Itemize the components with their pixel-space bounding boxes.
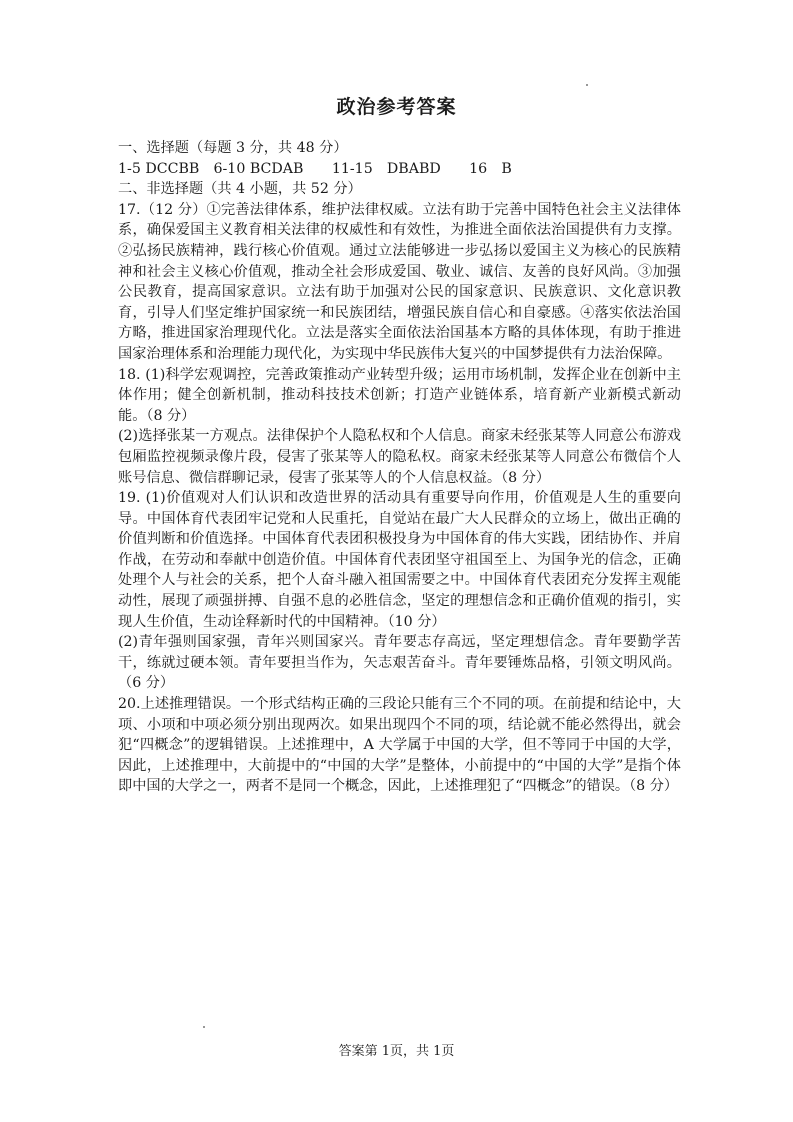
scan-speck bbox=[586, 84, 588, 86]
answer-19-1: 19. (1)价值观对人们认识和改造世界的活动具有重要导向作用，价值观是人生的重要向导。中国体育代表团牢记党和人民重托，自觉站在最广大人民群众的立场上，做出正确的价值判断和价值选择。中国体育代表团积极投身为中国体育的伟大实践，团结协作、并肩作战，在劳动和奉献中创造价值。中国体育代表团坚守祖国至上、为国争光的信念，正确处理个人与社会的关系，把个人奋斗融入祖国需要之中。中国体育代表团充分发挥主观能动性，展现了顽强拼搏、自强不息的必胜信念，坚定的理想信念和正确价值观的指引，实现人生价值，生动诠释新时代的中国精神。（10 分） bbox=[118, 490, 681, 630]
answer-19-2: (2)青年强则国家强，青年兴则国家兴。青年要志存高远，坚定理想信念。青年要勤学苦干，练就过硬本领。青年要担当作为，矢志艰苦奋斗。青年要锤炼品格，引领文明风尚。（6 分） bbox=[118, 634, 681, 692]
section-1-heading: 一、选择题（每题 3 分，共 48 分） bbox=[118, 140, 348, 156]
answer-content bbox=[118, 138, 681, 797]
scan-speck bbox=[203, 1026, 205, 1028]
answer-20: 20.上述推理错误。一个形式结构正确的三段论只能有三个不同的项。在前提和结论中，大项、小项和中项必须分别出现两次。如果出现四个不同的项，结论就不能必然得出，就会犯“四概念”的逻辑错误。上述推理中，A 大学属于中国的大学，但不等同于中国的大学，因此，上述推理中，大前提中的“中国的大学”是整体，小前提中的“中国的大学”是指个体即中国的大学之一，两者不是同一个概念，因此，上述推理犯了“四概念”的错误。（8 分） bbox=[118, 696, 681, 795]
document-title: 政治参考答案 bbox=[336, 96, 457, 118]
page-footer: 答案第 1页，共 1页 bbox=[338, 1044, 455, 1059]
section-2-heading: 二、非选择题（共 4 小题，共 52 分） bbox=[118, 181, 362, 198]
choice-answers: 1-5 DCCBB 6-10 BCDAB 11-15 DBABD 16 B bbox=[118, 160, 512, 177]
answer-18-2: (2)选择张某一方观点。法律保护个人隐私权和个人信息。商家未经张某等人同意公布游戏包厢监控视频录像片段，侵害了张某等人的隐私权。商家未经张某等人同意公布微信个人账号信息、微信群聊记录，侵害了张某等人的个人信息权益。（8 分） bbox=[118, 428, 681, 486]
answer-18-1: 18. (1)科学宏观调控，完善政策推动产业转型升级；运用市场机制，发挥企业在创新中主体作用；健全创新机制，推动科技技术创新；打造产业链体系，培育新产业新模式新动能。（8 分） bbox=[118, 366, 681, 424]
answer-17: 17.（12 分）①完善法律体系，维护法律权威。立法有助于完善中国特色社会主义法律体系，确保爱国主义教育相关法律的权威性和有效性，为推进全面依法治国提供有力支撑。②弘扬民族精神，践行核心价值观。通过立法能够进一步弘扬以爱国主义为核心的民族精神和社会主义核心价值观，推动全社会形成爱国、敬业、诚信、友善的良好风尚。③加强公民教育，提高国家意识。立法有助于加强对公民的国家意识、民族意识、文化意识教育，引导人们坚定维护国家统一和民族团结，增强民族自信心和自豪感。④落实依法治国方略，推进国家治理现代化。立法是落实全面依法治国基本方略的具体体现，有助于推进国家治理体系和治理能力现代化，为实现中华民族伟大复兴的中国梦提供有力法治保障。 bbox=[118, 201, 681, 362]
